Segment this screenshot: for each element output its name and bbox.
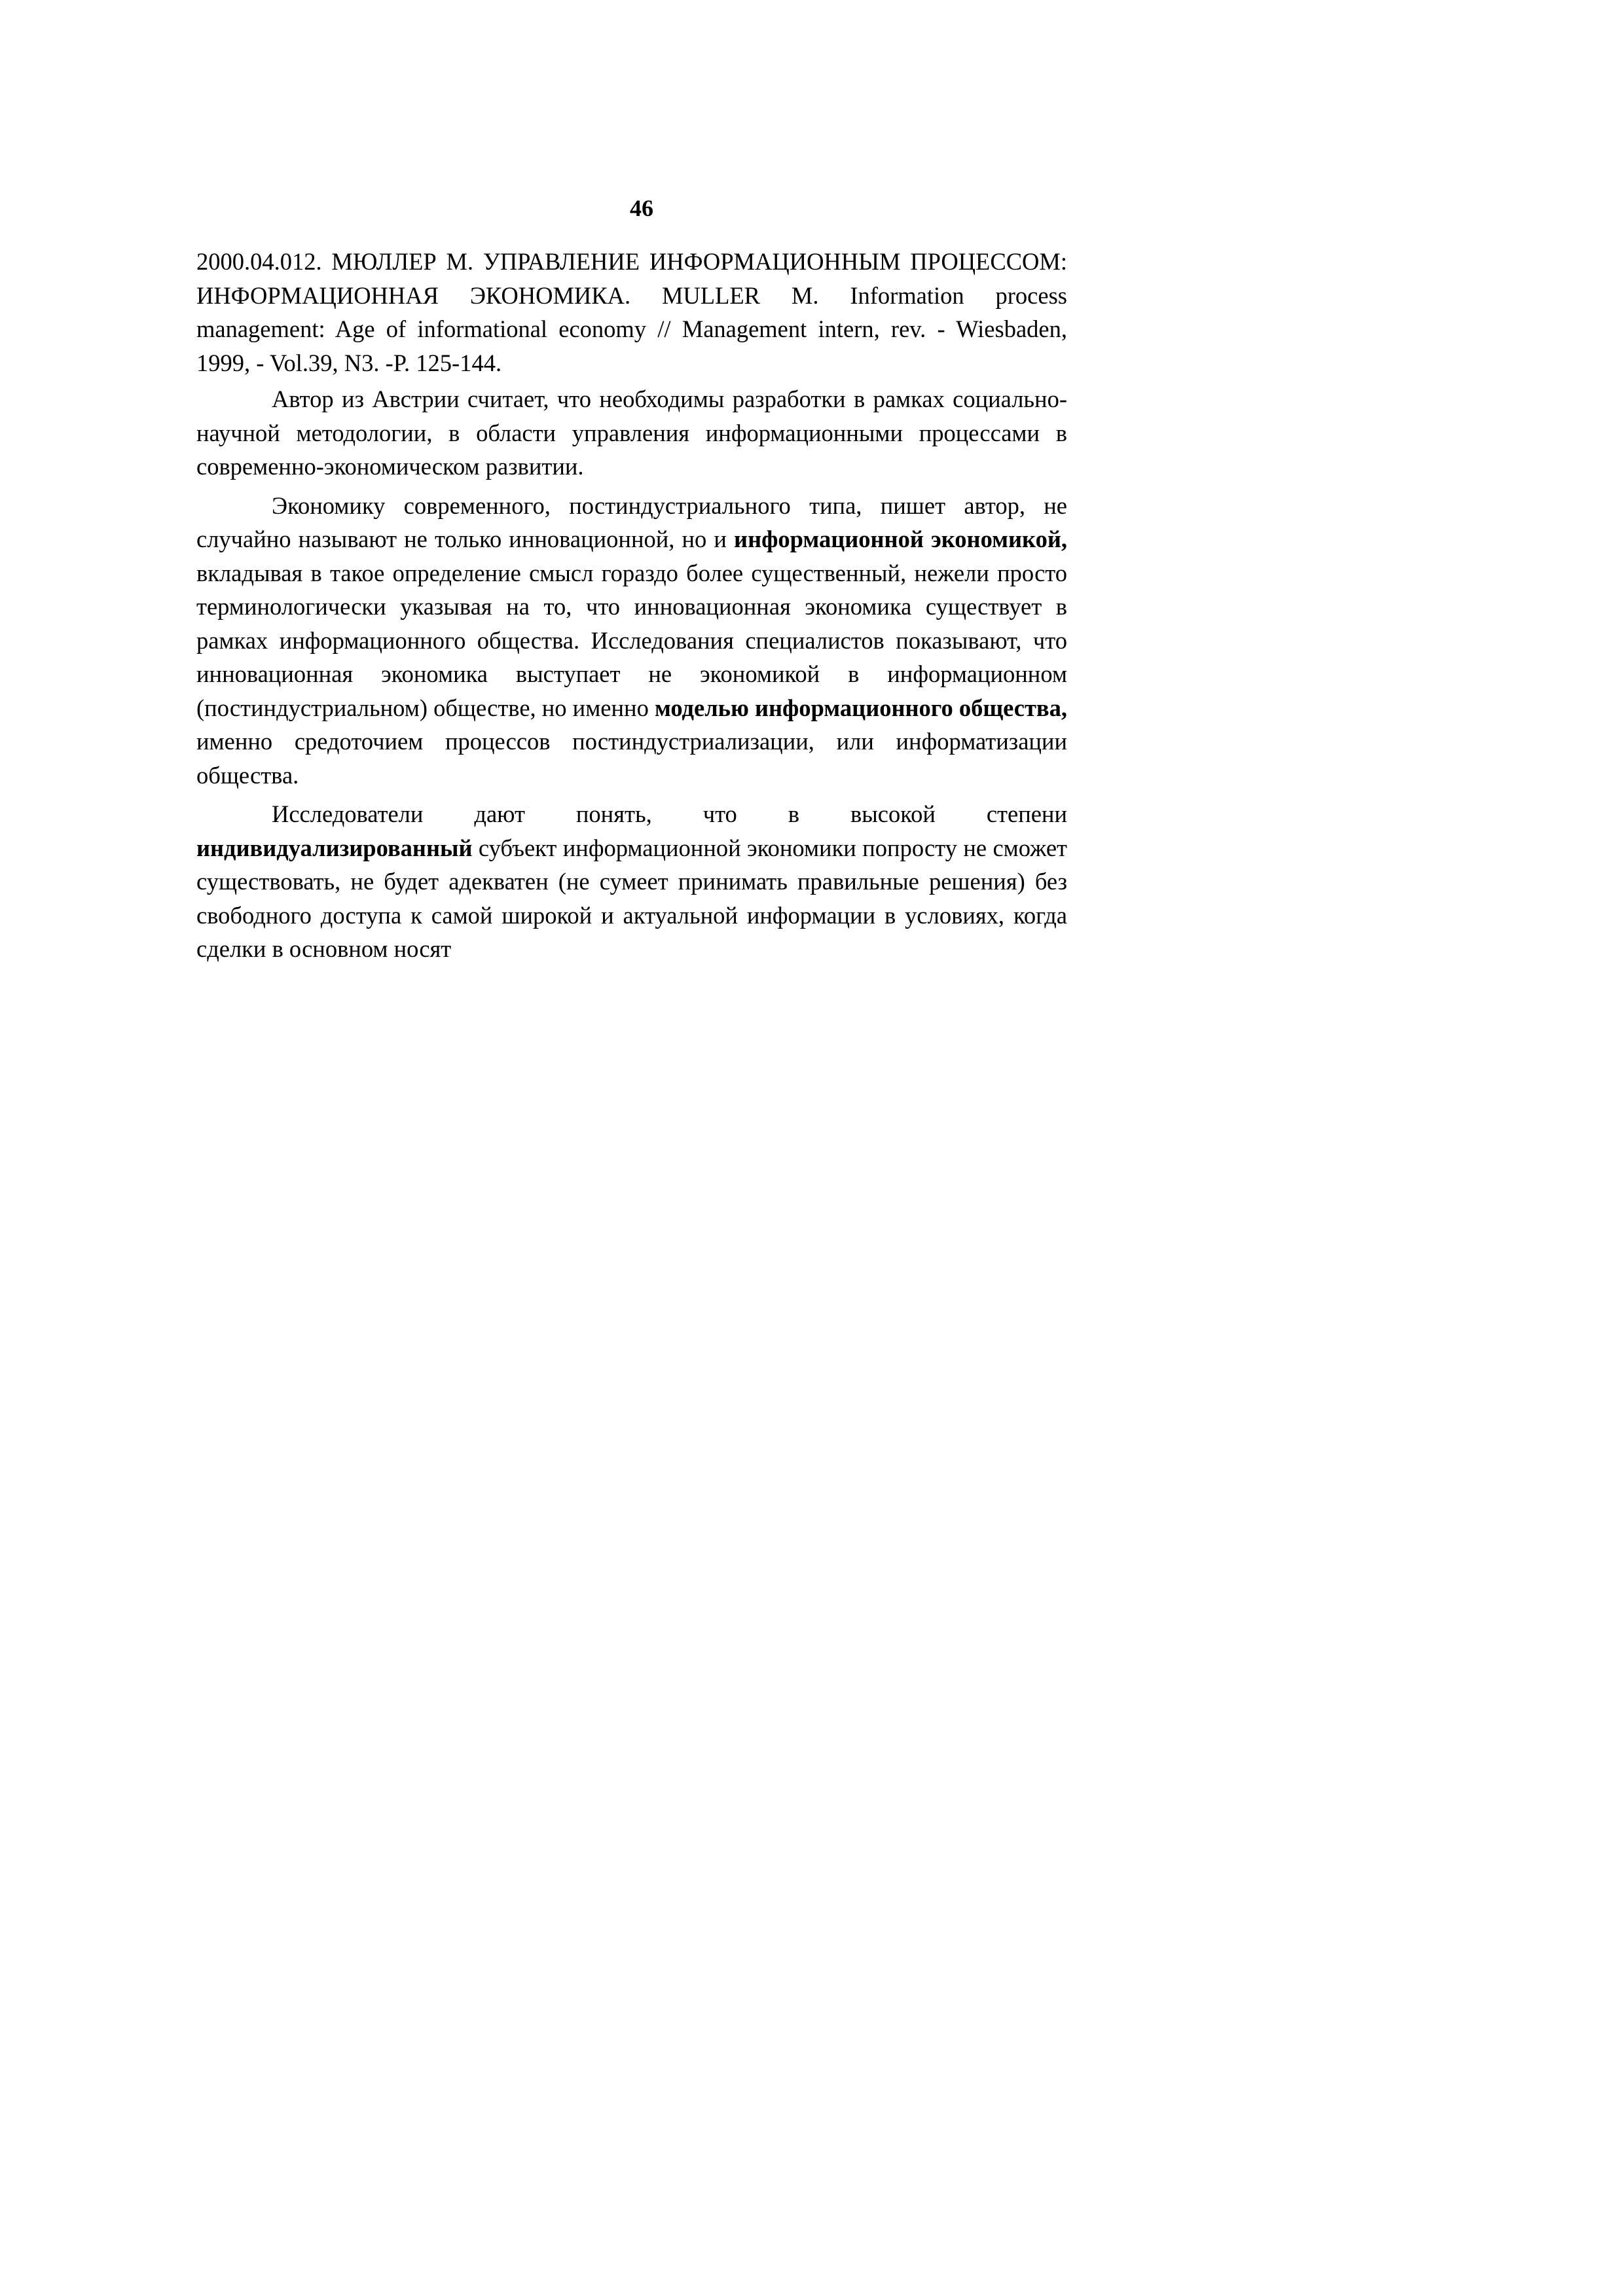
abstract-body — [196, 245, 1067, 966]
paragraph-3-bold-a: индивидуализированный — [196, 834, 473, 861]
paragraph-2-bold-a: информационной экономикой, — [734, 526, 1067, 552]
page-number: 46 — [630, 195, 653, 221]
bibliographic-citation: 2000.04.012. МЮЛЛЕР М. УПРАВЛЕНИЕ ИНФОРМАЦИОННЫМ ПРОЦЕССОМ: ИНФОРМАЦИОННАЯ ЭКОНОМИКА. MULLER M. Information process management: Age of informational economy // Management intern, rev. - Wiesbaden, 1999, - Vol.39, N3. -P. 125-144. — [196, 248, 1067, 376]
paragraph-3 — [196, 797, 1067, 966]
paragraph-3-text-a: Исследователи дают понять, что в высокой степени — [272, 800, 1067, 827]
paragraph-2 — [196, 489, 1067, 793]
paragraph-2-text-b: вкладывая в такое определение смысл гораздо более существенный, нежели просто терминологически указывая на то, что инновационная экономика существует в рамках информационного общества. Исследования специалистов показывают, что инновационная экономика выступает не экономикой в информационном (постиндустриальном) обществе, но именно — [196, 559, 1067, 721]
paragraph-2-text-c: именно средоточием процессов постиндустриализации, или информатизации общества. — [196, 728, 1067, 789]
paragraph-2-text-a: Экономику современного, постиндустриального типа, пишет автор, не случайно называют не только инновационной, но и — [196, 492, 1067, 552]
paragraph-3-text-b: субъект информационной экономики попросту не сможет существовать, не будет адекватен (не сумеет принимать правильные решения) без свободного доступа к самой широкой и актуальной информации в условиях, когда сделки в основном носят — [196, 834, 1067, 962]
paragraph-1: Автор из Австрии считает, что необходимы разработки в рамках социально-научной методологии, в области управления информационными процессами в современно-экономическом развитии. — [196, 386, 1067, 480]
paragraph-2-bold-b: моделью информационного общества, — [654, 694, 1068, 721]
